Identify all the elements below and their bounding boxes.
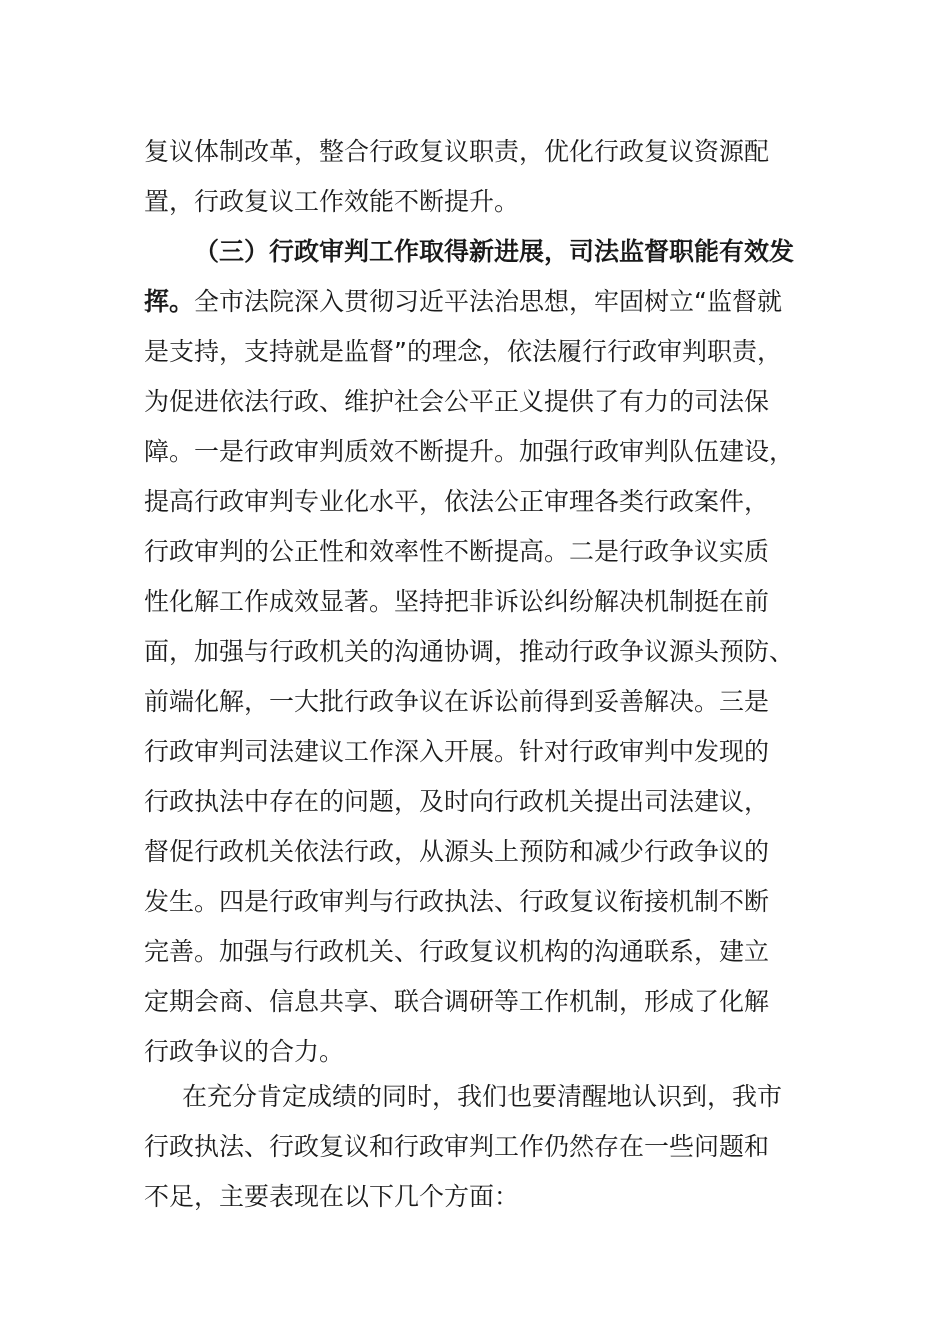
paragraph-text: 全市法院深入贯彻习近平法治思想，牢固树立“监督就 [194, 287, 782, 316]
paragraph-line: 行政审判的公正性和效率性不断提高。二是行政争议实质 [144, 537, 770, 566]
paragraph-line: 行政审判司法建议工作深入开展。针对行政审判中发现的 [144, 737, 770, 766]
paragraph-line [144, 277, 809, 327]
paragraph-line: 面，加强与行政机关的沟通协调，推动行政争议源头预防、 [144, 637, 795, 666]
paragraph-line: 复议体制改革，整合行政复议职责，优化行政复议资源配 [144, 137, 770, 166]
paragraph-line: 不足，主要表现在以下几个方面： [144, 1182, 520, 1211]
paragraph-line: 督促行政机关依法行政，从源头上预防和减少行政争议的 [144, 837, 770, 866]
section-heading: （三）行政审判工作取得新进展，司法监督职能有效发 [194, 237, 795, 266]
paragraph-line: 置，行政复议工作效能不断提升。 [144, 187, 520, 216]
paragraph-1 [144, 127, 809, 227]
paragraph-line: 性化解工作成效显著。坚持把非诉讼纠纷解决机制挺在前 [144, 587, 770, 616]
paragraph-line: 发生。四是行政审判与行政执法、行政复议衔接机制不断 [144, 887, 770, 916]
paragraph-line: 是支持，支持就是监督”的理念，依法履行行政审判职责， [144, 337, 782, 366]
paragraph-line: 障。一是行政审判质效不断提升。加强行政审判队伍建设， [144, 437, 795, 466]
paragraph-line: 行政执法、行政复议和行政审判工作仍然存在一些问题和 [144, 1132, 770, 1161]
section-heading-end: 挥。 [144, 287, 195, 316]
paragraph-line: 提高行政审判专业化水平，依法公正审理各类行政案件， [144, 487, 770, 516]
paragraph-line: 在充分肯定成绩的同时，我们也要清醒地认识到，我市 [182, 1082, 783, 1111]
paragraph-line: 行政执法中存在的问题，及时向行政机关提出司法建议， [144, 787, 770, 816]
paragraph-line: 前端化解，一大批行政争议在诉讼前得到妥善解决。三是 [144, 687, 770, 716]
paragraph-line: 行政争议的合力。 [144, 1037, 345, 1066]
paragraph-2 [144, 227, 809, 1077]
paragraph-line: 定期会商、信息共享、联合调研等工作机制，形成了化解 [144, 987, 770, 1016]
paragraph-3 [144, 1072, 809, 1222]
paragraph-line: 为促进依法行政、维护社会公平正义提供了有力的司法保 [144, 387, 770, 416]
paragraph-line: 完善。加强与行政机关、行政复议机构的沟通联系，建立 [144, 937, 770, 966]
